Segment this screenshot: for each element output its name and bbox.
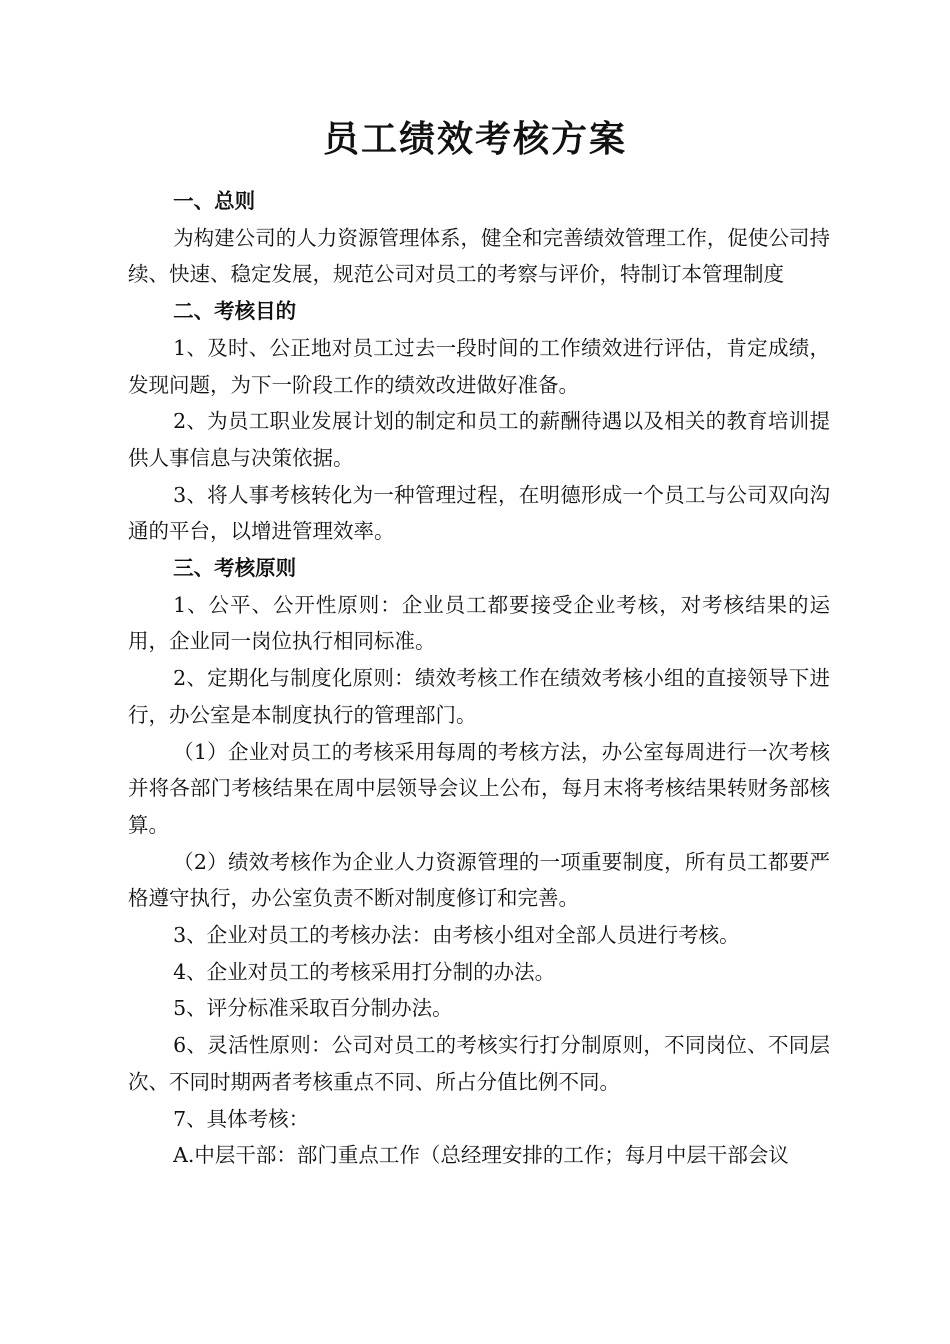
paragraph: （1）企业对员工的考核采用每周的考核方法，办公室每周进行一次考核并将各部门考核结果在周中层领导会议上公布，每月末将考核结果转财务部核算。 xyxy=(128,739,830,837)
section-heading-general: 一、总则 xyxy=(173,189,256,213)
paragraph: 6、灵活性原则：公司对员工的考核实行打分制原则，不同岗位、不同层次、不同时期两者考核重点不同、所占分值比例不同。 xyxy=(128,1033,830,1094)
paragraph: 3、企业对员工的考核办法：由考核小组对全部人员进行考核。 xyxy=(173,923,740,948)
paragraph: 7、具体考核： xyxy=(173,1106,310,1131)
paragraph: 3、将人事考核转化为一种管理过程，在明德形成一个员工与公司双向沟通的平台，以增进管理效率。 xyxy=(128,482,830,544)
paragraph: 2、定期化与制度化原则：绩效考核工作在绩效考核小组的直接领导下进行，办公室是本制度执行的管理部门。 xyxy=(128,666,830,727)
paragraph: A.中层干部：部门重点工作（总经理安排的工作；每月中层干部会议 xyxy=(173,1143,789,1168)
paragraph: 1、及时、公正地对员工过去一段时间的工作绩效进行评估，肯定成绩，发现问题，为下一阶段工作的绩效改进做好准备。 xyxy=(128,335,830,397)
section-heading-principles: 三、考核原则 xyxy=(173,556,297,581)
paragraph: 为构建公司的人力资源管理体系，健全和完善绩效管理工作，促使公司持续、快速、稳定发展，规范公司对员工的考察与评价，特制订本管理制度 xyxy=(128,225,830,287)
paragraph: （2）绩效考核作为企业人力资源管理的一项重要制度，所有员工都要严格遵守执行，办公室负责不断对制度修订和完善。 xyxy=(128,849,830,911)
paragraph: 1、公平、公开性原则：企业员工都要接受企业考核，对考核结果的运用，企业同一岗位执行相同标准。 xyxy=(128,592,830,654)
page-title: 员工绩效考核方案 xyxy=(322,118,627,160)
paragraph: 2、为员工职业发展计划的制定和员工的薪酬待遇以及相关的教育培训提供人事信息与决策依据。 xyxy=(128,409,830,470)
paragraph: 5、评分标准采取百分制办法。 xyxy=(173,996,453,1021)
document-body xyxy=(128,183,830,1174)
paragraph: 4、企业对员工的考核采用打分制的办法。 xyxy=(173,959,556,984)
section-heading-purpose: 二、考核目的 xyxy=(173,299,297,324)
